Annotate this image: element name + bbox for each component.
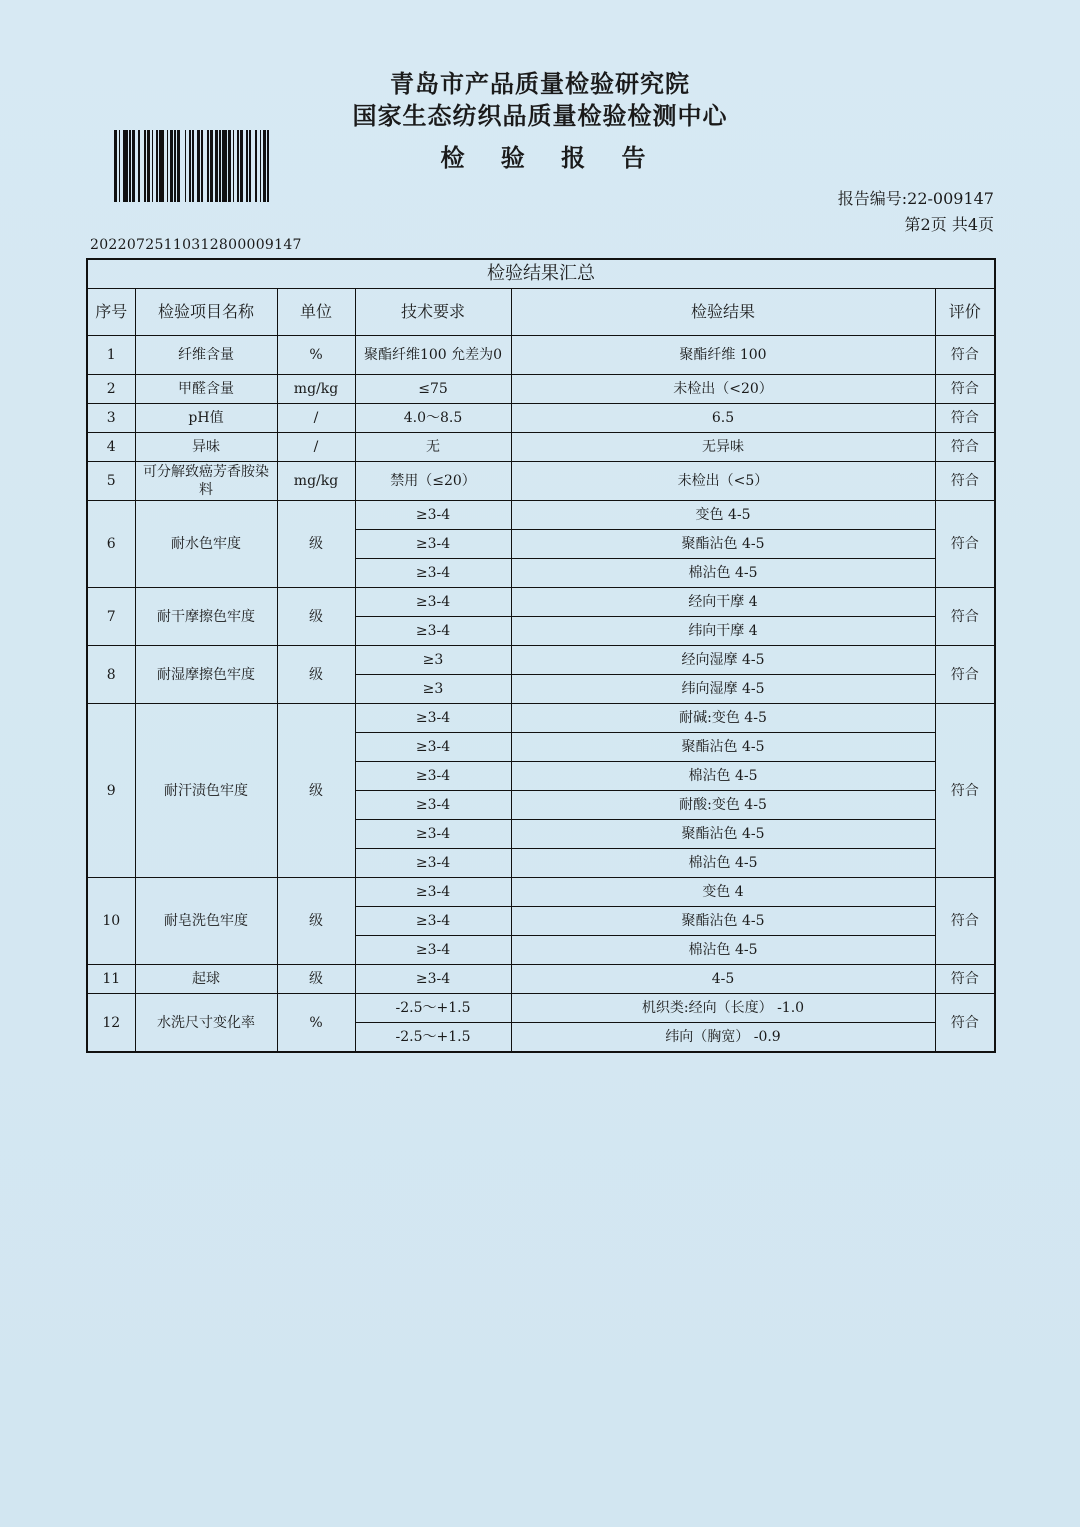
unit-cell: 级: [277, 588, 355, 646]
evaluation-cell: 符合: [935, 501, 995, 588]
result-summary-table: [86, 258, 996, 1053]
requirement-cell: ≥3: [355, 646, 511, 675]
requirement-cell: ≥3-4: [355, 820, 511, 849]
unit-cell: 级: [277, 704, 355, 878]
result-cell: 聚酯沾色 4-5: [511, 820, 935, 849]
result-cell: 经向干摩 4: [511, 588, 935, 617]
test-item-name: 耐湿摩擦色牢度: [135, 646, 277, 704]
requirement-cell: ≥3-4: [355, 617, 511, 646]
row-number: 3: [87, 404, 135, 433]
evaluation-cell: 符合: [935, 336, 995, 375]
requirement-cell: -2.5～+1.5: [355, 1023, 511, 1053]
evaluation-cell: 符合: [935, 588, 995, 646]
row-number: 11: [87, 965, 135, 994]
evaluation-cell: 符合: [935, 646, 995, 704]
serial-number: 20220725110312800009147: [90, 237, 302, 253]
result-cell: 聚酯沾色 4-5: [511, 530, 935, 559]
result-cell: 棉沾色 4-5: [511, 559, 935, 588]
requirement-cell: ≥3: [355, 675, 511, 704]
result-cell: 变色 4: [511, 878, 935, 907]
unit-cell: 级: [277, 965, 355, 994]
result-cell: 棉沾色 4-5: [511, 762, 935, 791]
row-number: 5: [87, 462, 135, 501]
table-row: [87, 462, 995, 501]
requirement-cell: 4.0～8.5: [355, 404, 511, 433]
table-row: [87, 588, 995, 617]
table-row: [87, 878, 995, 907]
result-cell: 棉沾色 4-5: [511, 849, 935, 878]
evaluation-cell: 符合: [935, 878, 995, 965]
requirement-cell: ≥3-4: [355, 530, 511, 559]
result-cell: 纬向湿摩 4-5: [511, 675, 935, 704]
result-cell: 棉沾色 4-5: [511, 936, 935, 965]
evaluation-cell: 符合: [935, 462, 995, 501]
row-number: 12: [87, 994, 135, 1053]
requirement-cell: ≥3-4: [355, 936, 511, 965]
result-cell: 聚酯沾色 4-5: [511, 733, 935, 762]
result-cell: 耐碱:变色 4-5: [511, 704, 935, 733]
requirement-cell: ≥3-4: [355, 559, 511, 588]
table-row: [87, 501, 995, 530]
row-number: 6: [87, 501, 135, 588]
unit-cell: 级: [277, 878, 355, 965]
column-header-result: 检验结果: [511, 289, 935, 336]
column-header-no: 序号: [87, 289, 135, 336]
table-row: [87, 965, 995, 994]
row-number: 8: [87, 646, 135, 704]
requirement-cell: 无: [355, 433, 511, 462]
requirement-cell: ≤75: [355, 375, 511, 404]
row-number: 2: [87, 375, 135, 404]
requirement-cell: -2.5～+1.5: [355, 994, 511, 1023]
table-row: [87, 375, 995, 404]
requirement-cell: ≥3-4: [355, 762, 511, 791]
org-name-line2: 国家生态纺织品质量检验检测中心: [352, 101, 728, 130]
table-row: [87, 704, 995, 733]
result-cell: 变色 4-5: [511, 501, 935, 530]
column-header-requirement: 技术要求: [355, 289, 511, 336]
row-number: 7: [87, 588, 135, 646]
requirement-cell: ≥3-4: [355, 791, 511, 820]
requirement-cell: ≥3-4: [355, 704, 511, 733]
test-item-name: 甲醛含量: [135, 375, 277, 404]
test-item-name: pH值: [135, 404, 277, 433]
unit-cell: %: [277, 336, 355, 375]
test-item-name: 可分解致癌芳香胺染料: [135, 462, 277, 501]
requirement-cell: ≥3-4: [355, 588, 511, 617]
evaluation-cell: 符合: [935, 404, 995, 433]
requirement-cell: ≥3-4: [355, 965, 511, 994]
evaluation-cell: 符合: [935, 433, 995, 462]
table-caption: 检验结果汇总: [87, 259, 995, 289]
row-number: 10: [87, 878, 135, 965]
result-cell: 聚酯沾色 4-5: [511, 907, 935, 936]
column-header-item: 检验项目名称: [135, 289, 277, 336]
requirement-cell: ≥3-4: [355, 733, 511, 762]
barcode-bar: [269, 130, 271, 202]
evaluation-cell: 符合: [935, 965, 995, 994]
requirement-cell: ≥3-4: [355, 878, 511, 907]
result-cell: 未检出（<20）: [511, 375, 935, 404]
test-item-name: 起球: [135, 965, 277, 994]
table-row: [87, 433, 995, 462]
page-indicator: 第2页 共4页: [904, 215, 994, 234]
report-number: 报告编号:22-009147: [837, 189, 994, 208]
result-cell: 无异味: [511, 433, 935, 462]
test-item-name: 水洗尺寸变化率: [135, 994, 277, 1053]
row-number: 4: [87, 433, 135, 462]
unit-cell: 级: [277, 646, 355, 704]
test-item-name: 异味: [135, 433, 277, 462]
table-row: [87, 646, 995, 675]
requirement-cell: ≥3-4: [355, 849, 511, 878]
barcode-image: [114, 130, 270, 202]
column-header-evaluation: 评价: [935, 289, 995, 336]
unit-cell: 级: [277, 501, 355, 588]
result-cell: 4-5: [511, 965, 935, 994]
org-name-line1: 青岛市产品质量检验研究院: [390, 69, 690, 98]
column-header-unit: 单位: [277, 289, 355, 336]
evaluation-cell: 符合: [935, 704, 995, 878]
result-cell: 纬向干摩 4: [511, 617, 935, 646]
row-number: 9: [87, 704, 135, 878]
requirement-cell: ≥3-4: [355, 501, 511, 530]
requirement-cell: 禁用（≤20）: [355, 462, 511, 501]
unit-cell: %: [277, 994, 355, 1053]
result-cell: 经向湿摩 4-5: [511, 646, 935, 675]
test-item-name: 耐汗渍色牢度: [135, 704, 277, 878]
result-cell: 聚酯纤维 100: [511, 336, 935, 375]
test-item-name: 耐水色牢度: [135, 501, 277, 588]
report-title: 检 验 报 告: [440, 143, 660, 172]
test-item-name: 耐皂洗色牢度: [135, 878, 277, 965]
evaluation-cell: 符合: [935, 375, 995, 404]
unit-cell: /: [277, 404, 355, 433]
unit-cell: mg/kg: [277, 375, 355, 404]
result-cell: 6.5: [511, 404, 935, 433]
requirement-cell: ≥3-4: [355, 907, 511, 936]
unit-cell: mg/kg: [277, 462, 355, 501]
table-row: [87, 994, 995, 1023]
evaluation-cell: 符合: [935, 994, 995, 1053]
test-item-name: 纤维含量: [135, 336, 277, 375]
row-number: 1: [87, 336, 135, 375]
requirement-cell: 聚酯纤维100 允差为0: [355, 336, 511, 375]
result-cell: 纬向（胸宽） -0.9: [511, 1023, 935, 1053]
result-cell: 耐酸:变色 4-5: [511, 791, 935, 820]
test-item-name: 耐干摩擦色牢度: [135, 588, 277, 646]
table-row: [87, 336, 995, 375]
result-cell: 未检出（<5）: [511, 462, 935, 501]
table-row: [87, 404, 995, 433]
result-cell: 机织类:经向（长度） -1.0: [511, 994, 935, 1023]
unit-cell: /: [277, 433, 355, 462]
